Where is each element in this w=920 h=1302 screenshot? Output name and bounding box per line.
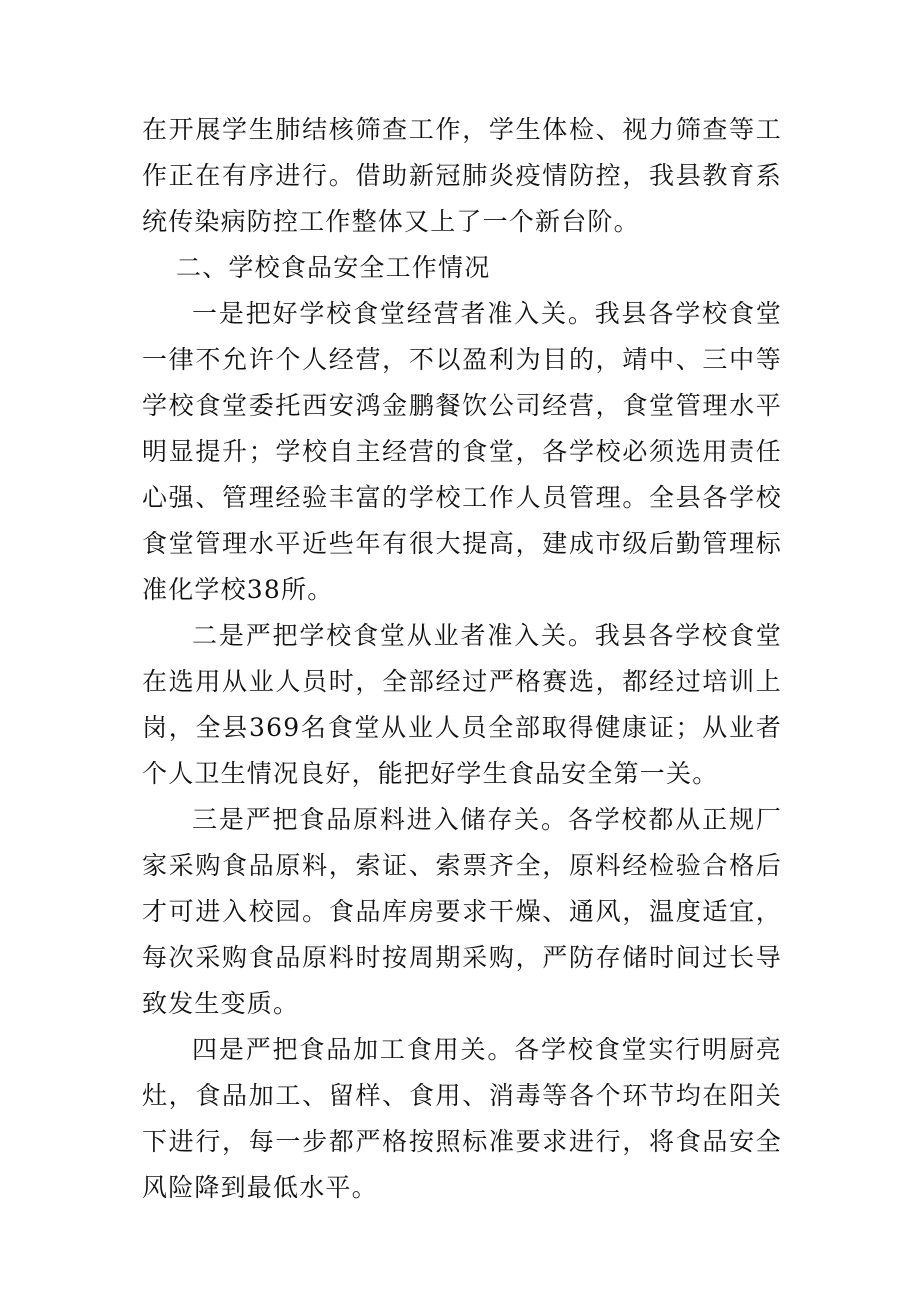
paragraph-food-storage: 三是严把食品原料进入储存关。各学校都从正规厂家采购食品原料，索证、索票齐全，原料经检验合格后才可进入校园。食品库房要求干燥、通风，温度适宜，每次采购食品原料时按周期采购，严防存储时间过长导致发生变质。 [142,805,782,1018]
paragraph-canteen-staff: 二是严把学校食堂从业者准入关。我县各学校食堂在选用从业人员时，全部经过严格赛选，都经过培训上岗，全县369名食堂从业人员全部取得健康证；从业者个人卫生情况良好，能把好学生食品安全第一关。 [142,621,782,788]
section-heading: 二、学校食品安全工作情况 [176,253,491,282]
paragraph-continuation: 在开展学生肺结核筛查工作，学生体检、视力筛查等工作正在有序进行。借助新冠肺炎疫情防控，我县教育系统传染病防控工作整体又上了一个新台阶。 [142,115,782,236]
document-body [142,107,782,1211]
paragraph-food-processing: 四是严把食品加工食用关。各学校食堂实行明厨亮灶，食品加工、留样、食用、消毒等各个环节均在阳关下进行，每一步都严格按照标准要求进行，将食品安全风险降到最低水平。 [142,1035,782,1202]
paragraph-canteen-operator: 一是把好学校食堂经营者准入关。我县各学校食堂一律不允许个人经营，不以盈利为目的，靖中、三中等学校食堂委托西安鸿金鹏餐饮公司经营，食堂管理水平明显提升；学校自主经营的食堂，各学校必须选用责任心强、管理经验丰富的学校工作人员管理。全县各学校食堂管理水平近些年有很大提高，建成市级后勤管理标准化学校38所。 [142,299,782,604]
